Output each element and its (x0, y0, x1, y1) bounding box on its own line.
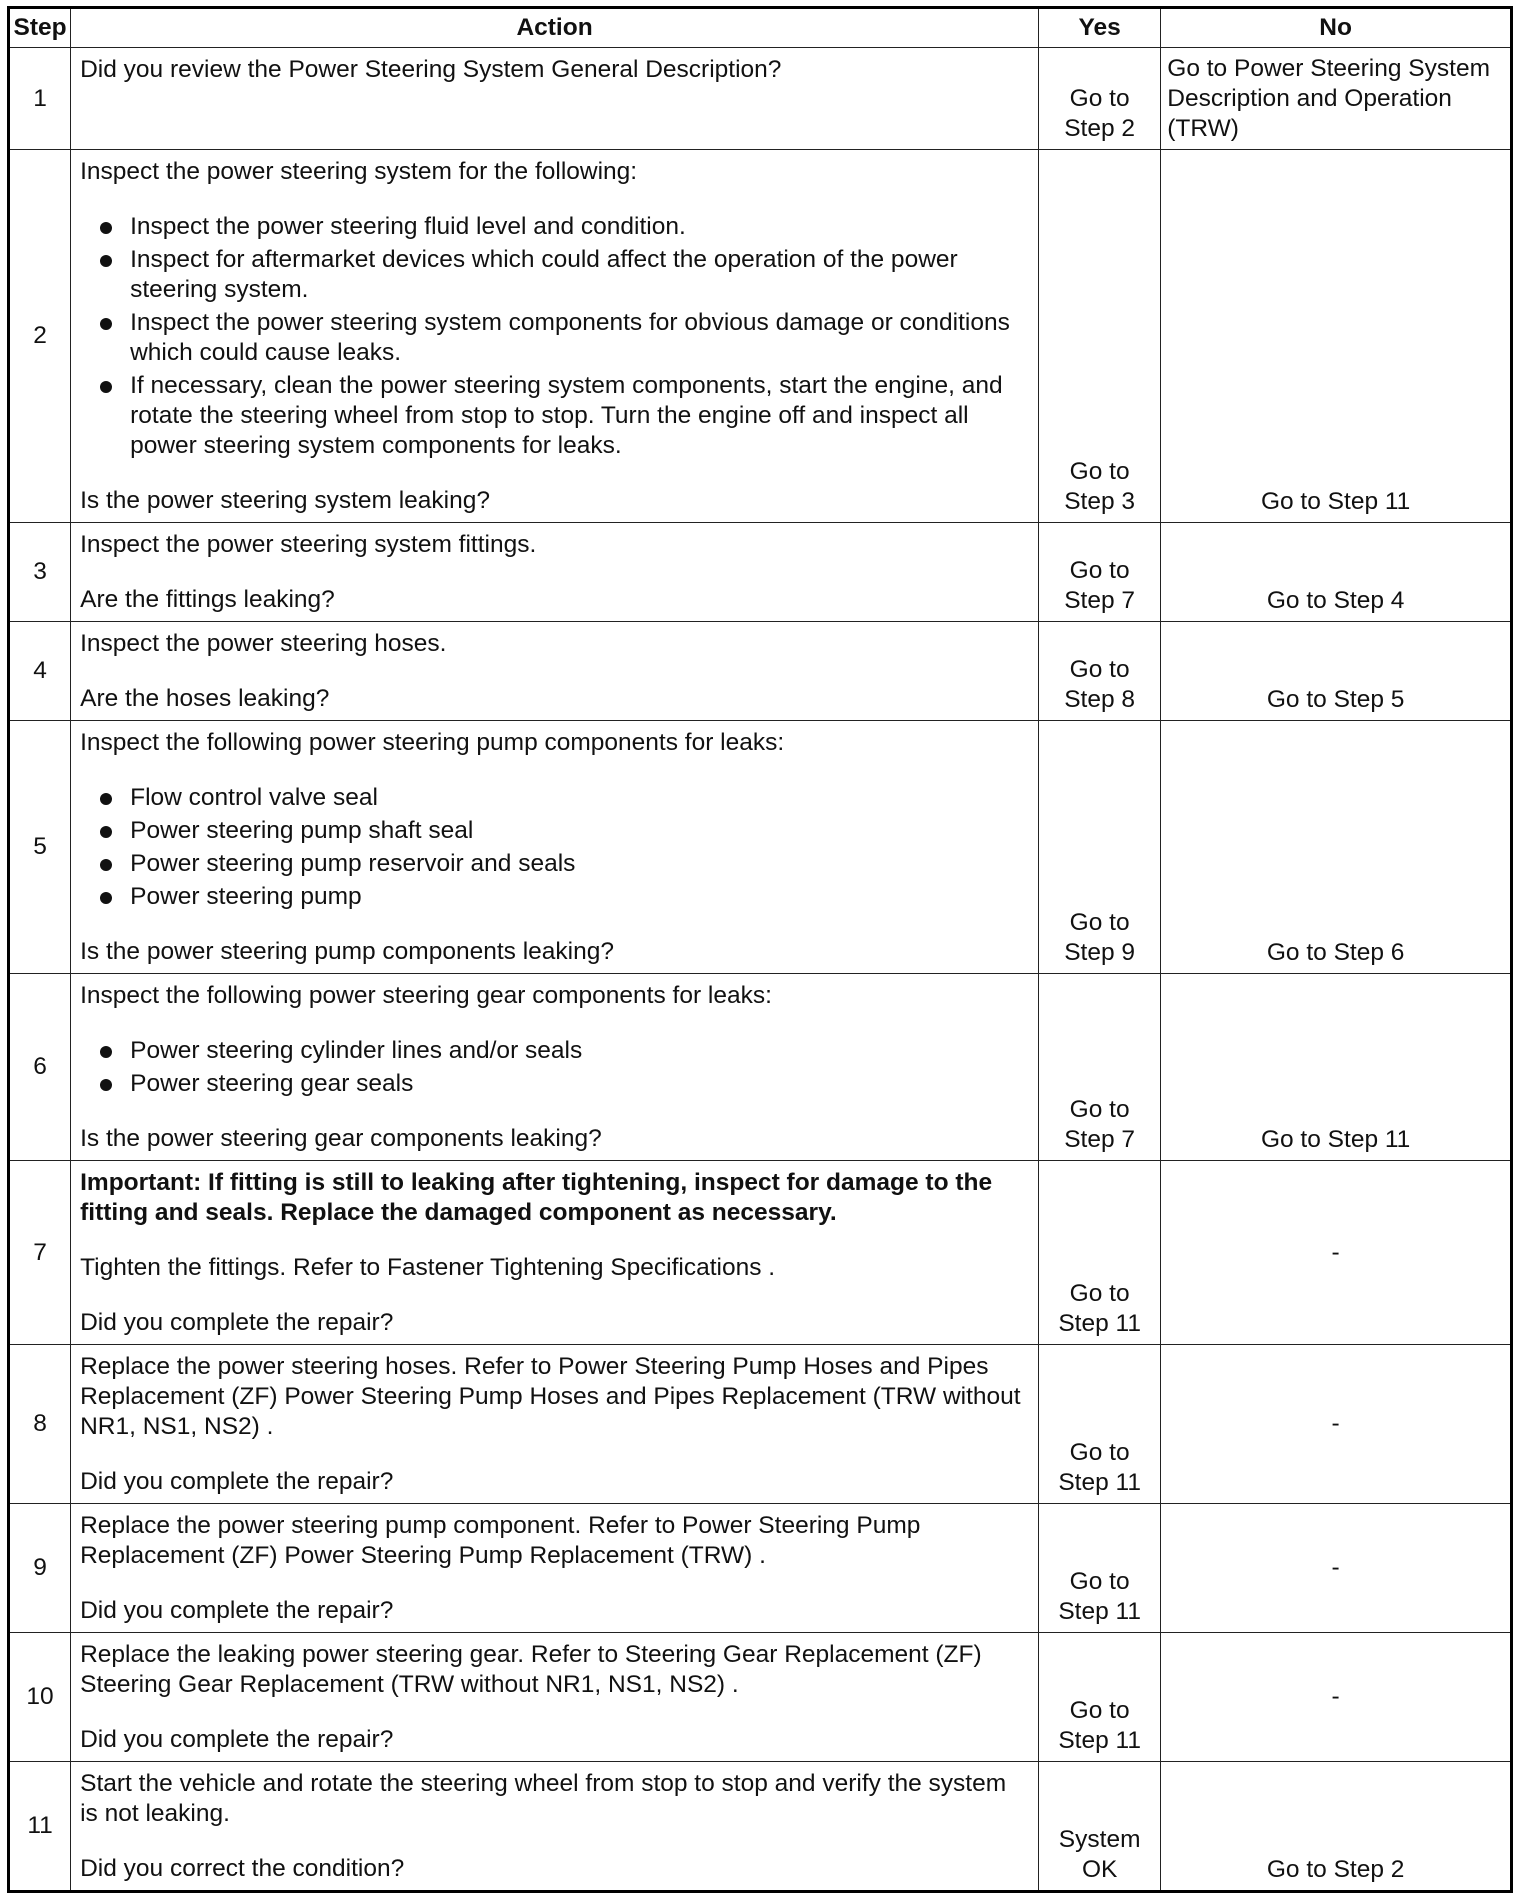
action-cell (71, 523, 1039, 622)
action-cell (71, 1161, 1039, 1345)
table-row (9, 1504, 1512, 1633)
yes-cell[interactable] (1039, 721, 1161, 974)
table-row (9, 1762, 1512, 1892)
no-cell[interactable]: Go to Power Steering System Description and Operation (TRW) (1161, 48, 1512, 150)
action-text: Inspect the power steering system fittings. (80, 531, 537, 558)
header-action: Action (71, 8, 1039, 48)
step-number: 9 (9, 1504, 71, 1633)
yes-cell[interactable] (1039, 1762, 1161, 1892)
action-text: Replace the leaking power steering gear. Refer to Steering Gear Replacement (ZF) Steering Gear Replacement (TRW without NR1, NS1, NS2) . (80, 1641, 982, 1698)
no-cell[interactable]: Go to Step 11 (1161, 150, 1512, 523)
no-cell: - (1161, 1633, 1512, 1762)
table-row (9, 974, 1512, 1161)
step-number: 3 (9, 523, 71, 622)
yes-cell[interactable] (1039, 1633, 1161, 1762)
yes-line: Step 11 (1058, 1469, 1141, 1496)
no-cell[interactable]: Go to Step 2 (1161, 1762, 1512, 1892)
step-number: 8 (9, 1345, 71, 1504)
yes-line: Go to (1069, 656, 1130, 683)
no-cell[interactable]: Go to Step 4 (1161, 523, 1512, 622)
no-cell: - (1161, 1504, 1512, 1633)
action-cell (71, 721, 1039, 974)
yes-line: Step 7 (1064, 1126, 1136, 1153)
table-row (9, 622, 1512, 721)
yes-line: Step 11 (1058, 1310, 1141, 1337)
action-cell (71, 48, 1039, 150)
list-item: Flow control valve seal (80, 783, 1030, 813)
yes-line: Go to (1069, 458, 1130, 485)
yes-line: Go to (1069, 1280, 1130, 1307)
step-number: 5 (9, 721, 71, 974)
table-row (9, 48, 1512, 150)
yes-cell[interactable] (1039, 974, 1161, 1161)
action-question: Did you correct the condition? (80, 1855, 405, 1882)
yes-line: Go to (1069, 1568, 1130, 1595)
yes-line: Go to (1069, 1697, 1130, 1724)
action-cell (71, 1633, 1039, 1762)
list-item: Inspect for aftermarket devices which could affect the operation of the power steering system. (80, 245, 1030, 305)
yes-line: Step 8 (1064, 686, 1136, 713)
yes-cell[interactable] (1039, 150, 1161, 523)
table-row (9, 523, 1512, 622)
yes-line: Step 7 (1064, 587, 1136, 614)
list-item: Power steering cylinder lines and/or seals (80, 1036, 1030, 1066)
action-question: Is the power steering pump components leaking? (80, 938, 614, 965)
yes-cell[interactable] (1039, 48, 1161, 150)
action-text: Did you review the Power Steering System General Description? (80, 56, 782, 83)
action-text: Tighten the fittings. Refer to Fastener Tightening Specifications . (80, 1254, 776, 1281)
yes-cell[interactable] (1039, 622, 1161, 721)
list-item: Power steering pump shaft seal (80, 816, 1030, 846)
diagnostic-table (7, 6, 1513, 1893)
yes-line: Go to (1069, 1439, 1130, 1466)
header-row (9, 8, 1512, 48)
step-number: 4 (9, 622, 71, 721)
action-question: Are the fittings leaking? (80, 586, 335, 613)
yes-line: Go to (1069, 85, 1130, 112)
action-question: Did you complete the repair? (80, 1309, 394, 1336)
bullet-list (80, 212, 1030, 461)
header-yes: Yes (1039, 8, 1161, 48)
no-cell[interactable]: Go to Step 11 (1161, 974, 1512, 1161)
action-question: Did you complete the repair? (80, 1468, 394, 1495)
list-item: If necessary, clean the power steering system components, start the engine, and rotate the steering wheel from stop to stop. Turn the engine off and inspect all power steering system components for leaks. (80, 371, 1030, 461)
action-question: Did you complete the repair? (80, 1597, 394, 1624)
action-text: Start the vehicle and rotate the steering wheel from stop to stop and verify the system is not leaking. (80, 1770, 1007, 1827)
list-item: Power steering pump (80, 882, 1030, 912)
list-item: Power steering pump reservoir and seals (80, 849, 1030, 879)
action-cell (71, 622, 1039, 721)
yes-line: OK (1081, 1856, 1118, 1883)
no-cell: - (1161, 1161, 1512, 1345)
action-text: Inspect the following power steering pump components for leaks: (80, 729, 785, 756)
bullet-list (80, 783, 1030, 912)
action-question: Is the power steering system leaking? (80, 487, 491, 514)
step-number: 10 (9, 1633, 71, 1762)
yes-line: Step 11 (1058, 1727, 1141, 1754)
list-item: Power steering gear seals (80, 1069, 1030, 1099)
action-cell (71, 1504, 1039, 1633)
action-cell (71, 1345, 1039, 1504)
step-number: 11 (9, 1762, 71, 1892)
yes-cell[interactable] (1039, 1161, 1161, 1345)
table-row (9, 1633, 1512, 1762)
action-question: Is the power steering gear components leaking? (80, 1125, 602, 1152)
action-cell (71, 150, 1039, 523)
table-row (9, 1161, 1512, 1345)
action-text: Inspect the power steering hoses. (80, 630, 447, 657)
step-number: 2 (9, 150, 71, 523)
table-row (9, 1345, 1512, 1504)
action-cell (71, 974, 1039, 1161)
yes-line: Step 9 (1064, 939, 1136, 966)
action-text: Inspect the power steering system for the following: (80, 158, 638, 185)
table-row (9, 721, 1512, 974)
table-row (9, 150, 1512, 523)
yes-line: Step 3 (1064, 488, 1136, 515)
no-cell[interactable]: Go to Step 6 (1161, 721, 1512, 974)
yes-line: Step 11 (1058, 1598, 1141, 1625)
no-cell: - (1161, 1345, 1512, 1504)
yes-line: System (1058, 1826, 1141, 1853)
yes-cell[interactable] (1039, 1504, 1161, 1633)
yes-cell[interactable] (1039, 1345, 1161, 1504)
step-number: 7 (9, 1161, 71, 1345)
list-item: Inspect the power steering system components for obvious damage or conditions which could cause leaks. (80, 308, 1030, 368)
header-step: Step (9, 8, 71, 48)
yes-line: Step 2 (1064, 115, 1136, 142)
action-cell (71, 1762, 1039, 1892)
action-text: Replace the power steering hoses. Refer to Power Steering Pump Hoses and Pipes Replacement (ZF) Power Steering Pump Hoses and Pipes Replacement (TRW without NR1, NS1, NS2) . (80, 1353, 1021, 1440)
important-note: Important: If fitting is still to leaking after tightening, inspect for damage to the fitting and seals. Replace the damaged component as necessary. (80, 1169, 993, 1226)
step-number: 6 (9, 974, 71, 1161)
action-text: Replace the power steering pump component. Refer to Power Steering Pump Replacement (ZF) Power Steering Pump Replacement (TRW) . (80, 1512, 921, 1569)
action-question: Did you complete the repair? (80, 1726, 394, 1753)
action-text: Inspect the following power steering gear components for leaks: (80, 982, 772, 1009)
yes-cell[interactable] (1039, 523, 1161, 622)
yes-line: Go to (1069, 1096, 1130, 1123)
step-number: 1 (9, 48, 71, 150)
header-no: No (1161, 8, 1512, 48)
no-cell[interactable]: Go to Step 5 (1161, 622, 1512, 721)
yes-line: Go to (1069, 557, 1130, 584)
list-item: Inspect the power steering fluid level and condition. (80, 212, 1030, 242)
yes-line: Go to (1069, 909, 1130, 936)
bullet-list (80, 1036, 1030, 1099)
action-question: Are the hoses leaking? (80, 685, 330, 712)
